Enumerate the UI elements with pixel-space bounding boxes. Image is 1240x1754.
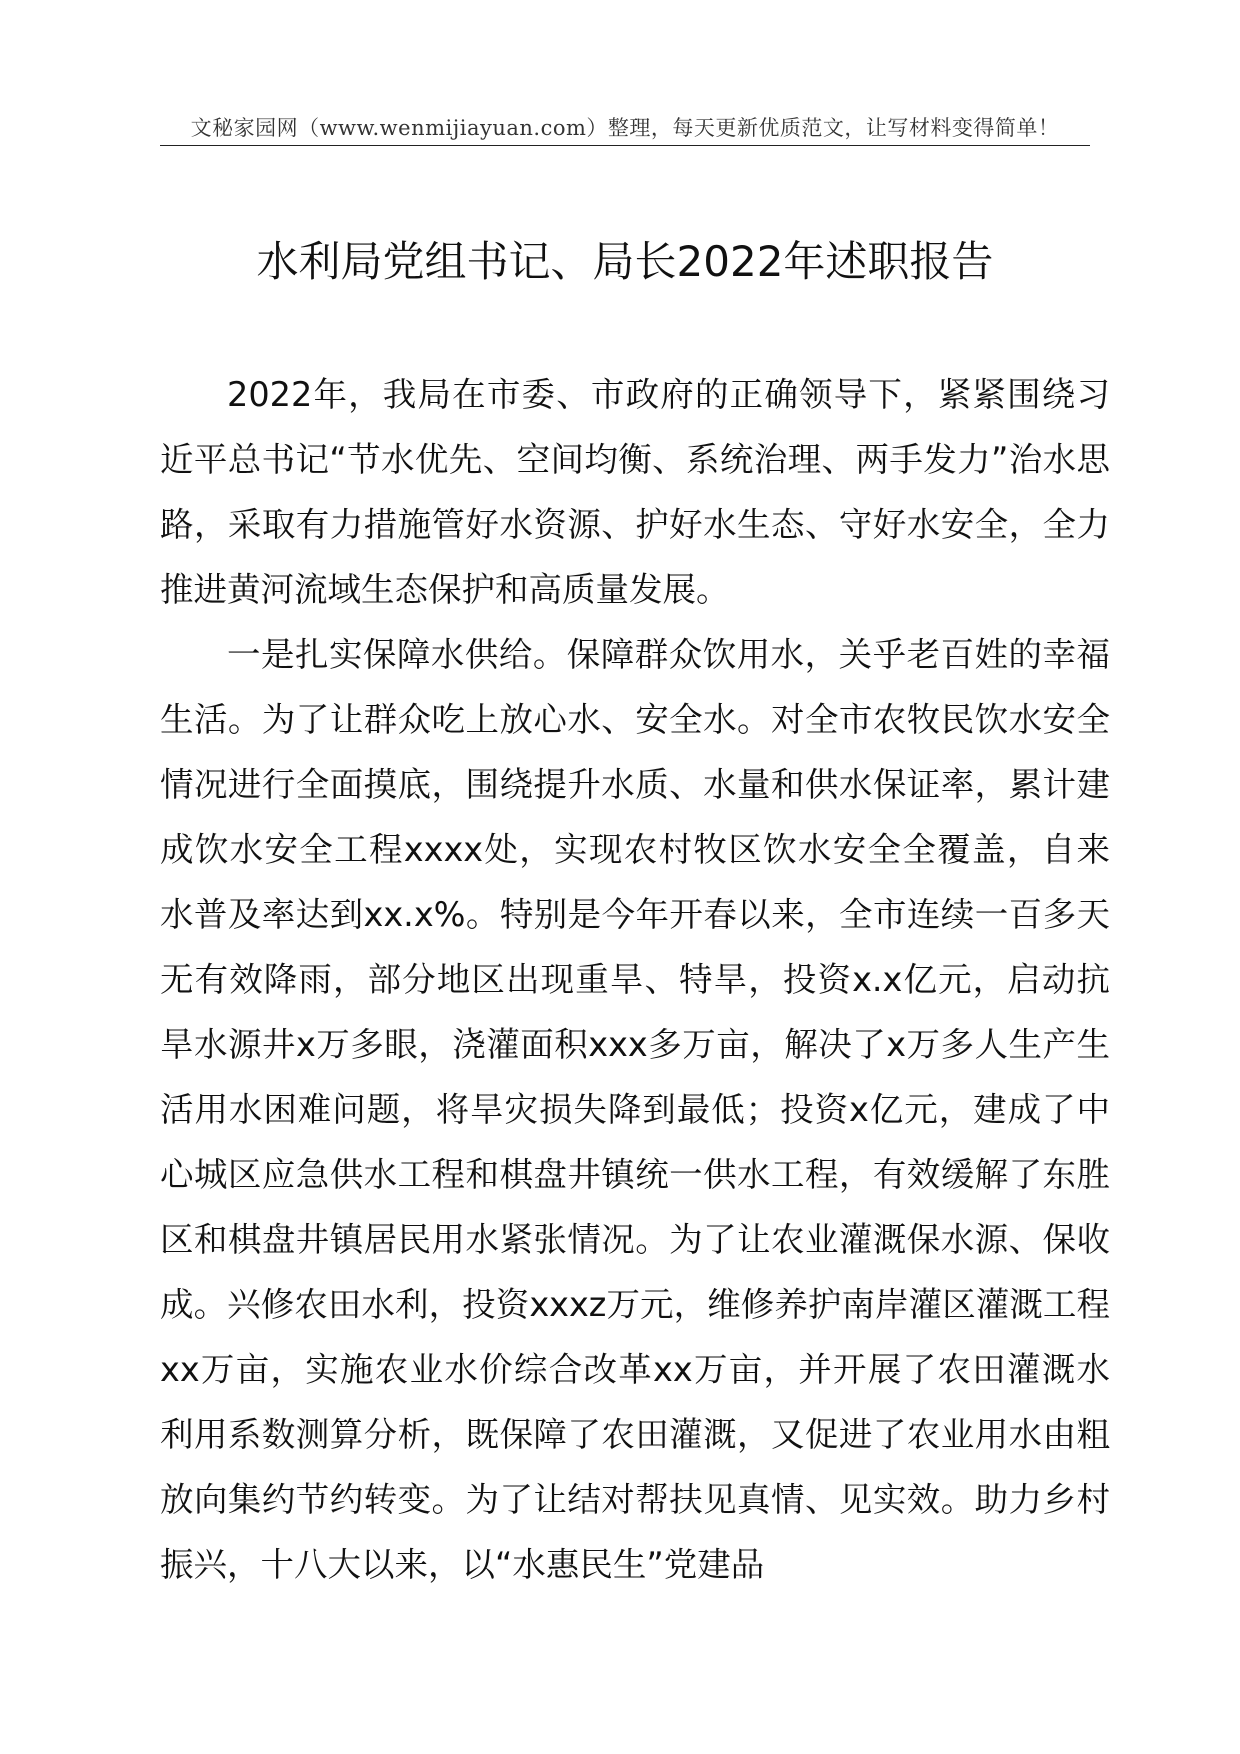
document-body [160,362,1110,1597]
header-divider [160,145,1090,146]
page-header: 文秘家园网（www.wenmijiayuan.com）整理，每天更新优质范文，让写材料变得简单！ [190,116,1060,140]
paragraph-intro: 2022年，我局在市委、市政府的正确领导下，紧紧围绕习近平总书记“节水优先、空间均衡、系统治理、两手发力”治水思路，采取有力措施管好水资源、护好水生态、守好水安全，全力推进黄河流域生态保护和高质量发展。 [160,375,1110,609]
document-title: 水利局党组书记、局长2022年述职报告 [256,237,994,286]
paragraph-water-supply: 一是扎实保障水供给。保障群众饮用水，关乎老百姓的幸福生活。为了让群众吃上放心水、安全水。对全市农牧民饮水安全情况进行全面摸底，围绕提升水质、水量和供水保证率，累计建成饮水安全工程xxxx处，实现农村牧区饮水安全全覆盖，自来水普及率达到xx.x%。特别是今年开春以来，全市连续一百多天无有效降雨，部分地区出现重旱、特旱，投资x.x亿元，启动抗旱水源井x万多眼，浇灌面积xxx多万亩，解决了x万多人生产生活用水困难问题，将旱灾损失降到最低；投资x亿元，建成了中心城区应急供水工程和棋盘井镇统一供水工程，有效缓解了东胜区和棋盘井镇居民用水紧张情况。为了让农业灌溉保水源、保收成。兴修农田水利，投资xxxz万元，维修养护南岸灌区灌溉工程xx万亩，实施农业水价综合改革xx万亩，并开展了农田灌溉水利用系数测算分析，既保障了农田灌溉，又促进了农业用水由粗放向集约节约转变。为了让结对帮扶见真情、见实效。助力乡村振兴，十八大以来，以“水惠民生”党建品 [160,635,1110,1584]
